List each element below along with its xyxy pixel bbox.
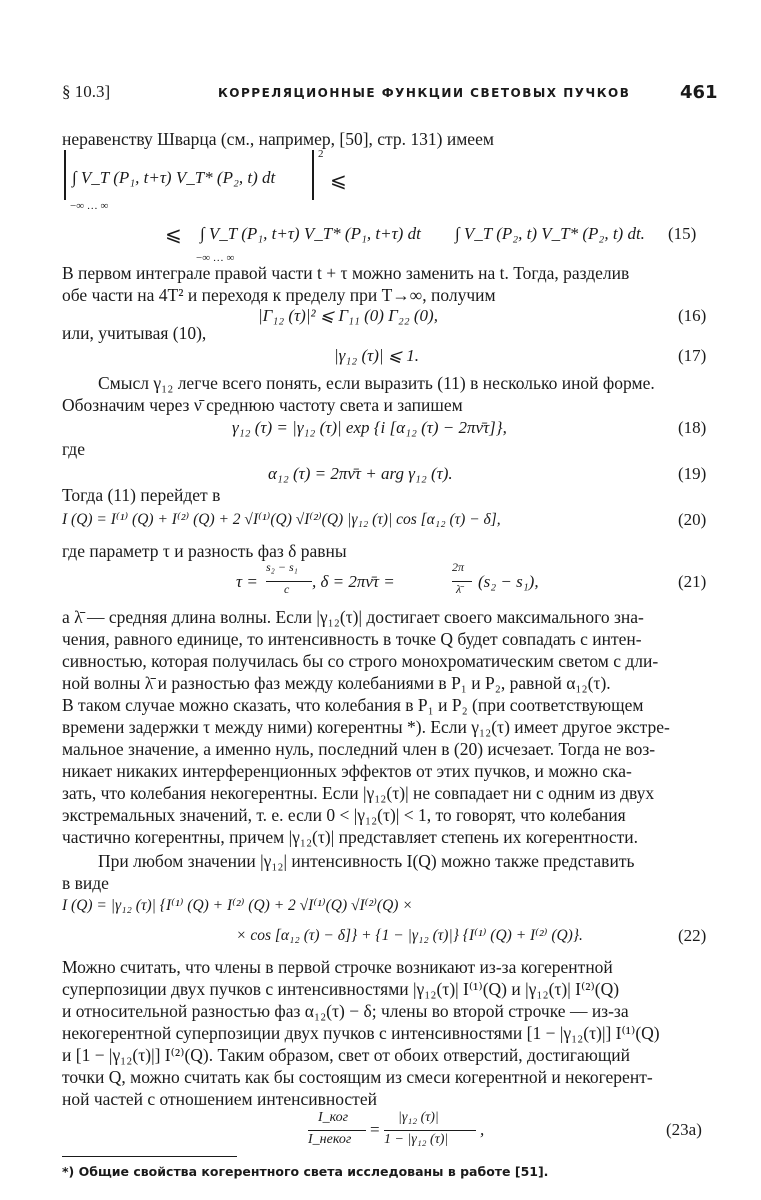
eq20-number: (20)	[678, 510, 707, 529]
eq15-rhs-limits: −∞ … ∞	[196, 252, 235, 264]
eq21-tau-den: c	[284, 582, 290, 596]
text-line: Можно считать, что члены в первой строчке возникают из-за когерентной	[62, 957, 613, 977]
eq21-delta-rhs: (s₂ − s₁),	[478, 572, 539, 591]
text-line: ной волны λ̄ и разностью фаз между колебаниями в P₁ и P₂, равной α₁₂(τ).	[62, 673, 611, 693]
text-line: Обозначим через ν̄ среднюю частоту света и запишем	[62, 395, 463, 415]
running-title: КОРРЕЛЯЦИОННЫЕ ФУНКЦИИ СВЕТОВЫХ ПУЧКОВ	[218, 86, 631, 100]
section-reference: § 10.3]	[62, 82, 111, 101]
eq21-delta-lhs: , δ = 2πν̄τ =	[312, 572, 395, 591]
eq15-leq: ⩽	[330, 170, 347, 192]
text-line: никает никаких интерференционных эффектов от этих пучков, и можно ска-	[62, 761, 632, 781]
text-line: При любом значении |γ₁₂| интенсивность I(Q) можно также представить	[98, 851, 635, 871]
eq18: γ₁₂ (τ) = |γ₁₂ (τ)| exp {i [α₁₂ (τ) − 2πν̄τ]},	[232, 418, 507, 437]
eq16-number: (16)	[678, 306, 707, 325]
text-line: некогерентной суперпозиции двух пучков с интенсивностями [1 − |γ₁₂(τ)|] I⁽¹⁾(Q)	[62, 1023, 660, 1043]
text-line: экстремальных значений, т. е. если 0 < |γ₁₂(τ)| < 1, то говорят, что колебания	[62, 805, 626, 825]
eq23a-number: (23a)	[666, 1120, 702, 1139]
eq23a-lhs-num: I_ког	[318, 1110, 349, 1125]
abs-bar-right	[312, 150, 314, 200]
eq21-number: (21)	[678, 572, 707, 591]
eq22-line2: × cos [α₁₂ (τ) − δ]} + {1 − |γ₁₂ (τ)|} {I⁽¹⁾ (Q) + I⁽²⁾ (Q)}.	[236, 927, 583, 944]
eq23a-lhs-den: I_неког	[308, 1132, 352, 1147]
eq15-lhs-limits: −∞ … ∞	[70, 200, 109, 212]
text-line: зать, что колебания некогерентны. Если |γ₁₂(τ)| не совпадает ни с одним из двух	[62, 783, 655, 803]
eq15-rhs-part1: ∫ V_T (P₁, t+τ) V_T* (P₁, t+τ) dt	[200, 224, 421, 243]
text-line: ной частей с отношением интенсивностей	[62, 1089, 377, 1109]
text-line: мальное значение, а именно нуль, последний член в (20) исчезает. Тогда не воз-	[62, 739, 656, 759]
text-line: где параметр τ и разность фаз δ равны	[62, 541, 347, 561]
text-line: и [1 − |γ₁₂(τ)|] I⁽²⁾(Q). Таким образом, свет от обоих отверстий, достигающий	[62, 1045, 631, 1065]
text-line: суперпозиции двух пучков с интенсивностями |γ₁₂(τ)| I⁽¹⁾(Q) и |γ₁₂(τ)| I⁽²⁾(Q)	[62, 979, 620, 999]
text-line: Смысл γ₁₂ легче всего понять, если выразить (11) в несколько иной форме.	[98, 373, 655, 393]
eq23a-rhs-num: |γ₁₂ (τ)|	[398, 1110, 439, 1125]
eq22-number: (22)	[678, 926, 707, 945]
text-line: и относительной разностью фаз α₁₂(τ) − δ; члены во второй строчке — из-за	[62, 1001, 629, 1021]
eq15-lhs-power: 2	[318, 148, 324, 160]
footnote-rule	[62, 1156, 237, 1157]
text-line: обе части на 4T² и переходя к пределу при T→∞, получим	[62, 285, 496, 305]
eq23a-rhs-den: 1 − |γ₁₂ (τ)|	[384, 1132, 449, 1147]
eq19: α₁₂ (τ) = 2πν̄τ + arg γ₁₂ (τ).	[268, 464, 453, 483]
page-number: 461	[680, 82, 718, 103]
text-line: Тогда (11) перейдет в	[62, 485, 221, 505]
eq23a-tail: ,	[480, 1120, 485, 1139]
text-line: или, учитывая (10),	[62, 323, 207, 343]
eq22-line1: I (Q) = |γ₁₂ (τ)| {I⁽¹⁾ (Q) + I⁽²⁾ (Q) + 2 √I⁽¹⁾(Q) √I⁽²⁾(Q) ×	[62, 897, 413, 914]
abs-bar-left	[64, 150, 66, 200]
text-line: чения, равного единице, то интенсивность в точке Q будет совпадать с интен-	[62, 629, 642, 649]
eq21-delta-fracline	[452, 581, 472, 582]
eq17: |γ₁₂ (τ)| ⩽ 1.	[334, 346, 420, 365]
text-line: сивностью, которая получилась бы со строго монохроматическим светом с дли-	[62, 651, 659, 671]
text-line: где	[62, 439, 85, 459]
text-line: неравенству Шварца (см., например, [50], стр. 131) имеем	[62, 129, 494, 149]
eq20: I (Q) = I⁽¹⁾ (Q) + I⁽²⁾ (Q) + 2 √I⁽¹⁾(Q) √I⁽²⁾(Q) |γ₁₂ (τ)| cos [α₁₂ (τ) − δ],	[62, 511, 501, 528]
eq23a-equals: =	[370, 1120, 380, 1139]
eq21-tau-lhs: τ =	[236, 572, 258, 591]
eq23a-lhs-fracline	[308, 1130, 366, 1131]
text-line: а λ̄ — средняя длина волны. Если |γ₁₂(τ)| достигает своего максимального зна-	[62, 607, 644, 627]
eq21-tau-num: s₂ − s₁	[266, 560, 298, 574]
eq15-rhs-part2: ∫ V_T (P₂, t) V_T* (P₂, t) dt.	[455, 224, 645, 243]
text-line: частично когерентны, причем |γ₁₂(τ)| представляет степень их когерентности.	[62, 827, 639, 847]
text-line: В таком случае можно сказать, что колебания в P₁ и P₂ (при соответствующем	[62, 695, 644, 715]
eq19-number: (19)	[678, 464, 707, 483]
eq21-delta-den: λ̄	[456, 582, 462, 596]
eq16: |Γ₁₂ (τ)|² ⩽ Γ₁₁ (0) Γ₂₂ (0),	[258, 306, 438, 325]
footnote: *) Общие свойства когерентного света исследованы в работе [51].	[62, 1164, 549, 1179]
text-line: в виде	[62, 873, 109, 893]
text-line: точки Q, можно считать как бы состоящим из смеси когерентной и некогерент-	[62, 1067, 653, 1087]
eq15-leq-2: ⩽	[165, 224, 182, 246]
eq21-delta-num: 2π	[452, 560, 465, 574]
text-line: В первом интеграле правой части t + τ можно заменить на t. Тогда, разделив	[62, 263, 630, 283]
text-line: времени задержки τ между ними) когерентны *). Если γ₁₂(τ) имеет другое экстре-	[62, 717, 670, 737]
eq18-number: (18)	[678, 418, 707, 437]
eq15-lhs: ∫ V_T (P₁, t+τ) V_T* (P₂, t) dt	[72, 168, 276, 187]
eq17-number: (17)	[678, 346, 707, 365]
eq23a-rhs-fracline	[384, 1130, 476, 1131]
eq15-number: (15)	[668, 224, 697, 243]
